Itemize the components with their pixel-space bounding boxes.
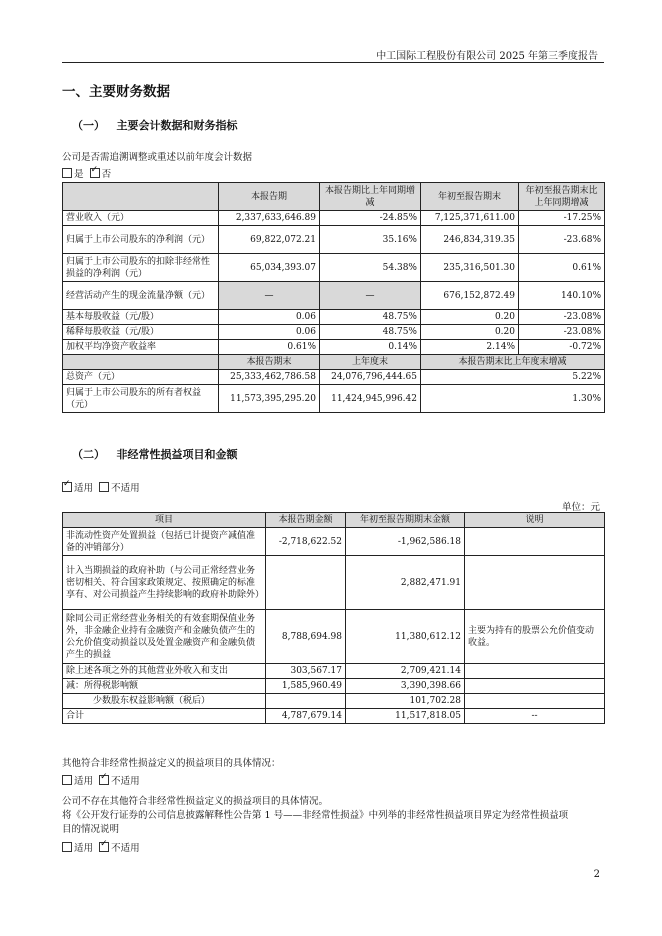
cell: 11,573,395,295.20 (219, 385, 320, 413)
header-cell: 本报告期金额 (266, 513, 346, 528)
row-label: 稀释每股收益（元/股） (63, 325, 219, 340)
cell: 303,567.17 (266, 664, 346, 679)
table-row (63, 254, 605, 282)
cell: 676,152,872.49 (421, 282, 519, 310)
table-header-row (63, 513, 605, 528)
row-label: 归属于上市公司股东的净利润（元） (63, 226, 219, 254)
table-header-row (63, 183, 605, 211)
cell: — (219, 282, 320, 310)
cell: 65,034,393.07 (219, 254, 320, 282)
cell (465, 694, 605, 709)
cell: -23.68% (519, 226, 605, 254)
row-label: 除同公司正常经营业务相关的有效套期保值业务外，非金融企业持有金融资产和金融负债产生的公允价值变动损益以及处置金融资产和金融负债产生的损益 (63, 610, 266, 664)
table-row (63, 528, 605, 556)
reclassification-text-line1: 将《公开发行证券的公司信息披露解释性公告第 1 号——非经常性损益》中列举的非经常性损益项目界定为经常性损益项 (62, 810, 569, 821)
other-items-statement: 公司不存在其他符合非经常性损益定义的损益项目的具体情况。 (62, 796, 329, 807)
cell: 0.20 (421, 310, 519, 325)
subsection-number: （一） (72, 119, 105, 132)
cell: 0.06 (219, 325, 320, 340)
header-cell (63, 355, 219, 370)
reclass-applicable-no-checkbox[interactable] (99, 842, 109, 852)
cell (465, 679, 605, 694)
cell: -23.08% (519, 310, 605, 325)
cell: 0.61% (219, 340, 320, 355)
other-applicable-no-label: 不适用 (111, 776, 140, 787)
table-row (63, 679, 605, 694)
cell: -17.25% (519, 211, 605, 226)
cell: 2,882,471.91 (346, 556, 465, 610)
cell: 4,787,679.14 (266, 709, 346, 724)
table-row (63, 385, 605, 413)
table-row (63, 325, 605, 340)
applicable-options-3 (62, 840, 140, 854)
restate-no-label: 否 (101, 169, 112, 180)
cell: 235,316,501.30 (421, 254, 519, 282)
applicable-options-1 (62, 480, 140, 494)
row-label: 经营活动产生的现金流量净额（元） (63, 282, 219, 310)
header-cell: 本报告期比上年同期增减 (320, 183, 421, 211)
table-row (63, 282, 605, 310)
subsection-label: 非经常性损益项目和金额 (116, 448, 238, 461)
reclassification-text-line2: 目的情况说明 (62, 824, 120, 835)
applicable-yes-label: 适用 (74, 483, 94, 494)
cell: 0.61% (519, 254, 605, 282)
applicable-no-checkbox[interactable] (99, 482, 109, 492)
table-row (63, 664, 605, 679)
cell: 1.30% (421, 385, 605, 413)
header-cell: 本报告期末 (219, 355, 320, 370)
cell: 48.75% (320, 310, 421, 325)
cell: 2,337,633,646.89 (219, 211, 320, 226)
table-row (63, 226, 605, 254)
cell: 101,702.28 (346, 694, 465, 709)
cell: -0.72% (519, 340, 605, 355)
header-cell: 年初至报告期末比上年同期增减 (519, 183, 605, 211)
financial-indicators-table (62, 182, 605, 413)
row-label: 加权平均净资产收益率 (63, 340, 219, 355)
applicable-yes-checkbox[interactable] (62, 482, 72, 492)
cell: 2,709,421.14 (346, 664, 465, 679)
header-cell: 本报告期 (219, 183, 320, 211)
restate-question: 公司是否需追溯调整或重述以前年度会计数据 (62, 152, 253, 163)
cell: 11,424,945,996.42 (320, 385, 421, 413)
applicable-options-2 (62, 773, 140, 787)
reclass-applicable-yes-checkbox[interactable] (62, 842, 72, 852)
cell: -2,718,622.52 (266, 528, 346, 556)
other-applicable-no-checkbox[interactable] (99, 775, 109, 785)
header-cell: 本报告期末比上年度末增减 (421, 355, 605, 370)
row-label: 归属于上市公司股东的所有者权益（元） (63, 385, 219, 413)
row-label: 基本每股收益（元/股） (63, 310, 219, 325)
cell (465, 528, 605, 556)
cell: 54.38% (320, 254, 421, 282)
cell: 0.06 (219, 310, 320, 325)
cell: 5.22% (421, 370, 605, 385)
cell: 69,822,072.21 (219, 226, 320, 254)
row-label: 总资产（元） (63, 370, 219, 385)
other-items-text: 其他符合非经常性损益定义的损益项目的具体情况： (62, 758, 281, 769)
cell: 11,517,818.05 (346, 709, 465, 724)
cell: 48.75% (320, 325, 421, 340)
row-label: 计入当期损益的政府补助（与公司正常经营业务密切相关、符合国家政策规定、按照确定的标准享有、对公司损益产生持续影响的政府补助除外） (63, 556, 266, 610)
cell: -23.08% (519, 325, 605, 340)
cell: -1,962,586.18 (346, 528, 465, 556)
table-header-row (63, 355, 605, 370)
cell (266, 694, 346, 709)
cell: 0.14% (320, 340, 421, 355)
page-number: 2 (593, 869, 600, 880)
reclass-applicable-no-label: 不适用 (111, 843, 140, 854)
cell: 25,333,462,786.58 (219, 370, 320, 385)
other-applicable-yes-label: 适用 (74, 776, 94, 787)
cell: -24.85% (320, 211, 421, 226)
cell: 2.14% (421, 340, 519, 355)
table-row (63, 694, 605, 709)
cell: 140.10% (519, 282, 605, 310)
cell: 8,788,694.98 (266, 610, 346, 664)
cell: 35.16% (320, 226, 421, 254)
cell: 7,125,371,611.00 (421, 211, 519, 226)
table-row (63, 211, 605, 226)
cell: 246,834,319.35 (421, 226, 519, 254)
reclass-applicable-yes-label: 适用 (74, 843, 94, 854)
header-cell: 年初至报告期末 (421, 183, 519, 211)
cell (465, 556, 605, 610)
header-cell: 项目 (63, 513, 266, 528)
cell: — (320, 282, 421, 310)
cell: 主要为持有的股票公允价值变动收益。 (465, 610, 605, 664)
cell: -- (465, 709, 605, 724)
cell: 0.20 (421, 325, 519, 340)
row-label: 除上述各项之外的其他营业外收入和支出 (63, 664, 266, 679)
row-label: 减：所得税影响额 (63, 679, 266, 694)
table-row (63, 310, 605, 325)
cell: 1,585,960.49 (266, 679, 346, 694)
cell (266, 556, 346, 610)
row-label: 营业收入（元） (63, 211, 219, 226)
row-label: 非流动性资产处置损益（包括已计提资产减值准备的冲销部分） (63, 528, 266, 556)
cell: 3,390,398.66 (346, 679, 465, 694)
header-cell: 年初至报告期期末金额 (346, 513, 465, 528)
restate-options (62, 166, 111, 180)
restate-yes-checkbox[interactable] (62, 168, 72, 178)
header-cell: 说明 (465, 513, 605, 528)
cell (465, 664, 605, 679)
applicable-no-label: 不适用 (111, 483, 140, 494)
restate-yes-label: 是 (74, 169, 84, 180)
table-row (63, 340, 605, 355)
row-label: 少数股东权益影响额（税后） (63, 694, 266, 709)
table-row (63, 709, 605, 724)
row-label: 归属于上市公司股东的扣除非经常性损益的净利润（元） (63, 254, 219, 282)
header-cell: 上年度末 (320, 355, 421, 370)
unit-label: 单位：元 (561, 502, 600, 513)
table-row (63, 370, 605, 385)
nonrecurring-items-table (62, 512, 605, 724)
section-title: 一、主要财务数据 (62, 84, 170, 100)
restate-no-checkbox[interactable] (90, 168, 100, 178)
subsection-label: 主要会计数据和财务指标 (116, 119, 238, 132)
subsection-title-1 (72, 117, 238, 133)
other-applicable-yes-checkbox[interactable] (62, 775, 72, 785)
subsection-number: （二） (72, 448, 105, 461)
header-divider (62, 62, 604, 63)
cell: 11,380,612.12 (346, 610, 465, 664)
page-header: 中工国际工程股份有限公司 2025 年第三季度报告 (376, 51, 598, 62)
cell: 24,076,796,444.65 (320, 370, 421, 385)
table-row (63, 556, 605, 610)
row-label: 合计 (63, 709, 266, 724)
subsection-title-2 (72, 446, 238, 462)
header-cell (63, 183, 219, 211)
table-row (63, 610, 605, 664)
